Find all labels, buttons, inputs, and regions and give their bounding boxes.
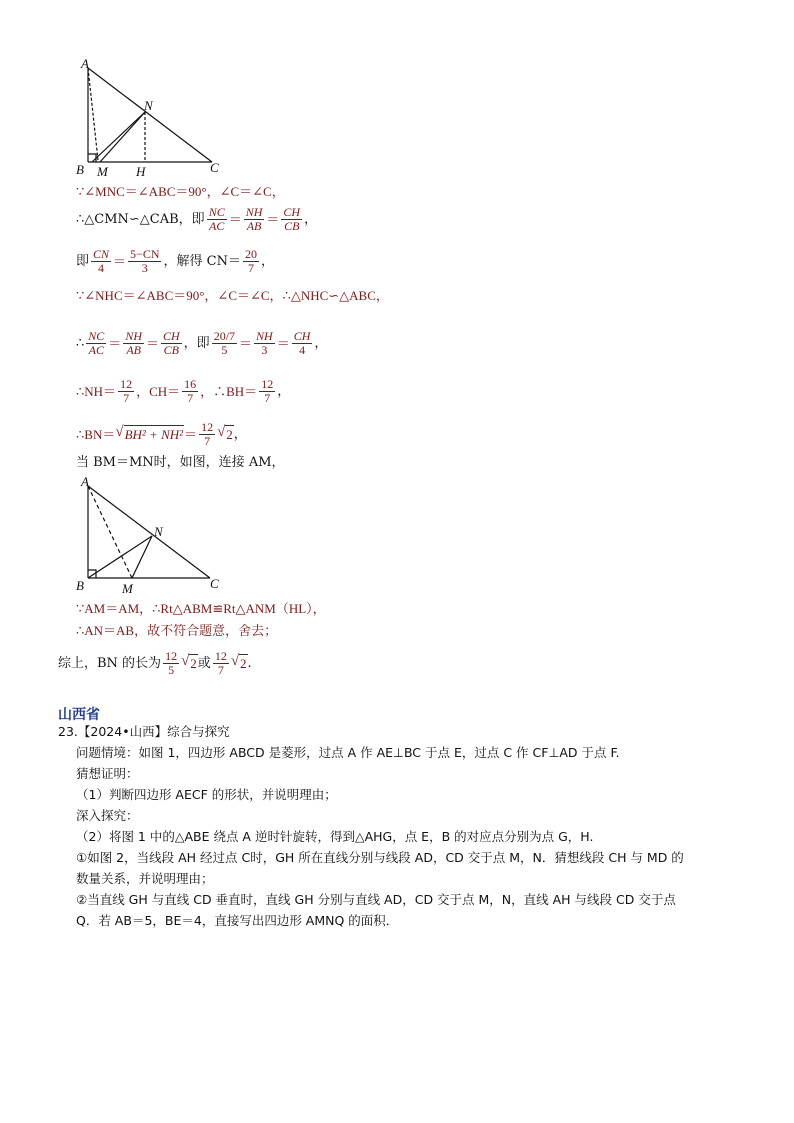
fig2-label-M: M bbox=[122, 581, 133, 596]
solution-line-5: ∴ $\frac{NC}{AC}$ ＝ $\frac{NH}{AB}$ ＝ $\frac{CH}{CB}$ ，即 $\frac{20/7}{5}$ ＝ $\frac{NH}{3}$ ＝ $\frac{CH}{4}$ ， bbox=[76, 329, 328, 357]
fig1-label-M: M bbox=[97, 164, 108, 179]
fig1-label-A: A bbox=[81, 56, 89, 71]
solution-line-6: ∴NH＝ $\frac{12}{7}$ ，CH＝ $\frac{16}{7}$ ，∴BH＝ $\frac{12}{7}$ ， bbox=[76, 377, 291, 405]
fraction-20-7: $\frac{20}{7}$ bbox=[244, 247, 257, 275]
solution-line-9: ∵AM＝AM，∴Rt△ABM≌Rt△ANM（HL）， bbox=[76, 601, 326, 616]
sqrt-bh-nh: √ BH² + NH² bbox=[115, 424, 184, 442]
figure-2 bbox=[70, 472, 230, 598]
solution-line-7: ∴BN＝ √ BH² + NH² ＝ $\frac{12}{7}$ √ 2 ， bbox=[76, 420, 247, 448]
problem-paragraph-2: 猜想证明： bbox=[76, 766, 139, 781]
fig1-label-H: H bbox=[136, 164, 146, 179]
problem-paragraph-4: 深入探究： bbox=[76, 808, 139, 823]
fig1-label-B: B bbox=[76, 162, 84, 177]
problem-paragraph-1: 问题情境：如图 1，四边形 ABCD 是菱形，过点 A 作 AE⊥BC 于点 E，过点 C 作 CF⊥AD 于点 F. bbox=[76, 745, 620, 760]
problem-paragraph-7: 数量关系，并说明理由； bbox=[76, 871, 214, 886]
fraction-ch-cb: $\frac{CH}{CB}$ bbox=[283, 205, 301, 233]
fig2-label-B: B bbox=[76, 578, 84, 593]
fraction-nh-ab: $\frac{NH}{AB}$ bbox=[245, 205, 263, 233]
solution-line-8: 当 BM＝MN时，如图，连接 AM， bbox=[76, 455, 285, 470]
fraction-20-7-over-5: $\frac{20/7}{5}$ bbox=[213, 329, 236, 357]
fig2-label-N: N bbox=[154, 524, 163, 539]
problem-paragraph-3: （1）判断四边形 AECF 的形状，并说明理由； bbox=[76, 787, 337, 802]
fraction-5-cn-3: $\frac{5-CN}{3}$ bbox=[130, 247, 160, 275]
figure-1 bbox=[70, 52, 230, 182]
problem-paragraph-9: Q．若 AB＝5，BE＝4，直接写出四边形 AMNQ 的面积． bbox=[76, 913, 399, 928]
solution-line-10: ∴AN＝AB，故不符合题意，舍去； bbox=[76, 623, 278, 638]
solution-line-3: 即 $\frac{CN}{4}$ ＝ $\frac{5-CN}{3}$ ，解得 CN＝ $\frac{20}{7}$ ， bbox=[76, 247, 274, 275]
fig1-label-C: C bbox=[210, 160, 219, 175]
fig2-label-A: A bbox=[81, 474, 89, 489]
problem-paragraph-6: ①如图 2，当线段 AH 经过点 C时，GH 所在直线分别与线段 AD，CD 交于点 M，N．猜想线段 CH 与 MD 的 bbox=[76, 850, 684, 865]
solution-line-1: ∵∠MNC＝∠ABC＝90°，∠C＝∠C， bbox=[76, 184, 285, 199]
section-heading: 山西省 bbox=[58, 707, 100, 723]
fig1-label-N: N bbox=[144, 98, 153, 113]
fraction-nc-ac: $\frac{NC}{AC}$ bbox=[208, 205, 225, 233]
fraction-cn-4: $\frac{CN}{4}$ bbox=[93, 247, 110, 275]
solution-line-4: ∵∠NHC＝∠ABC＝90°，∠C＝∠C，∴△NHC∽△ABC， bbox=[76, 288, 389, 303]
solution-conclusion: 综上，BN 的长为 $\frac{12}{5}$ √ 2 或 $\frac{12}{7}$ √ 2 . bbox=[58, 649, 252, 677]
problem-title: 23.【2024•山西】综合与探究 bbox=[58, 724, 230, 739]
problem-paragraph-5: （2）将图 1 中的△ABE 绕点 A 逆时针旋转，得到△AHG，点 E，B 的对应点分别为点 G，H. bbox=[76, 829, 594, 844]
fig2-label-C: C bbox=[210, 576, 219, 591]
problem-paragraph-8: ②当直线 GH 与直线 CD 垂直时，直线 GH 分别与直线 AD，CD 交于点 M，N，直线 AH 与线段 CD 交于点 bbox=[76, 892, 676, 907]
solution-line-2: ∴△CMN∽△CAB，即 $\frac{NC}{AC}$ ＝ $\frac{NH}{AB}$ ＝ $\frac{CH}{CB}$ ， bbox=[76, 205, 318, 233]
